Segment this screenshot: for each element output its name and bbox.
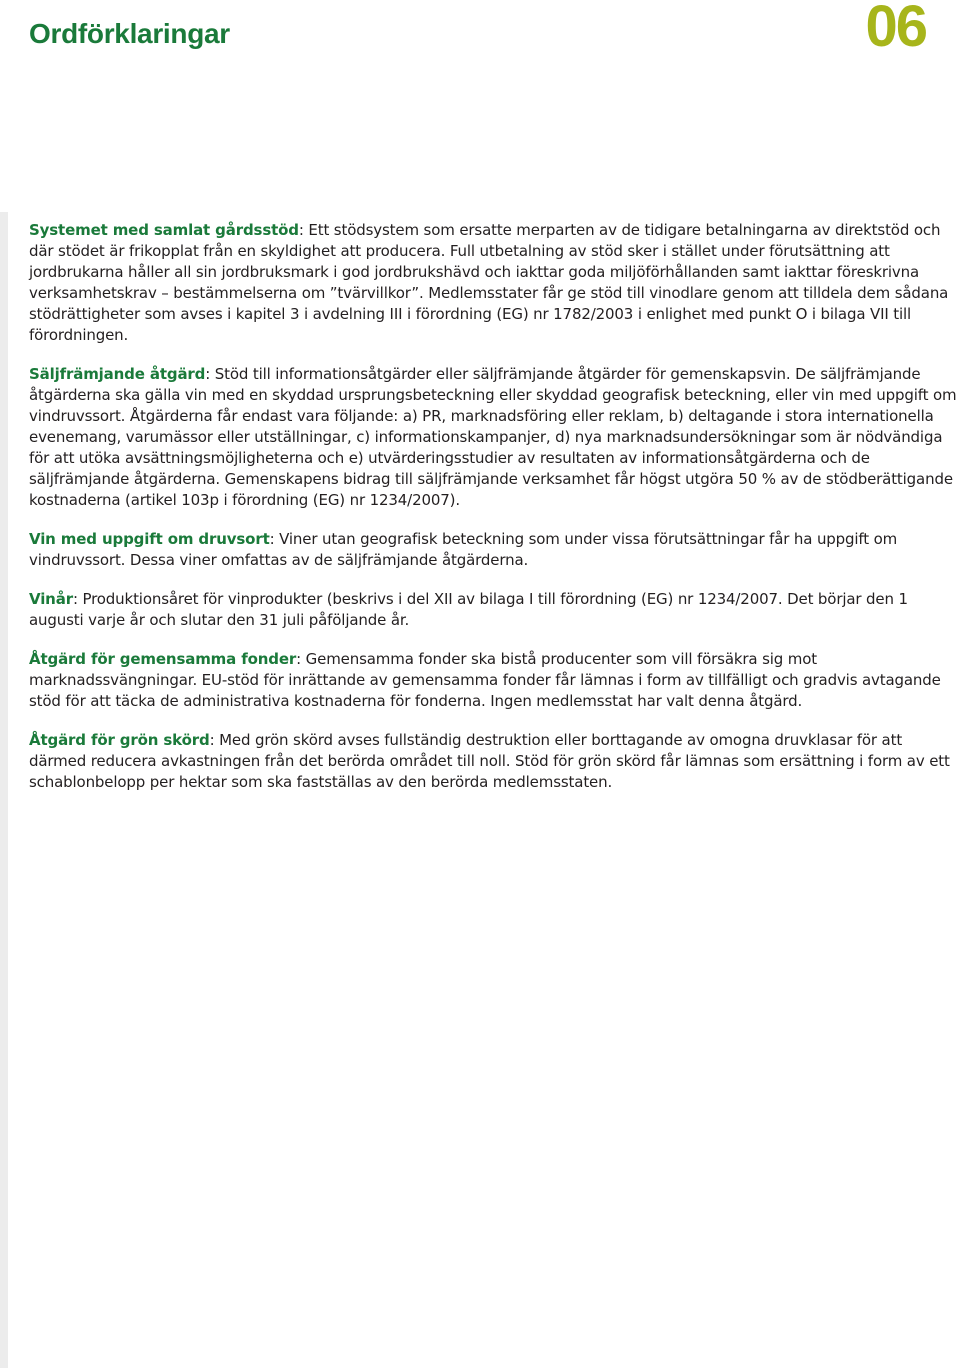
definition-promotion-measure xyxy=(29,364,959,511)
left-margin-rule xyxy=(0,212,8,1368)
definition-mutual-funds-measure xyxy=(29,649,959,712)
definition-term: Systemet med samlat gårdsstöd xyxy=(29,221,299,239)
definition-term: Åtgärd för gemensamma fonder xyxy=(29,650,297,668)
definitions-list xyxy=(29,220,959,811)
definition-text: : Stöd till informationsåtgärder eller säljfrämjande åtgärder för gemenskapsvin. De säljfrämjande åtgärderna ska gälla vin med en skyddad ursprungsbeteckning eller skyddad geografisk beteckning, eller vin med uppgift om vindruvssort. Åtgärderna får endast vara följande: a) PR, marknadsföring eller reklam, b) deltagande i stora internationella evenemang, varumässor eller utställningar, c) informationskampanjer, d) nya marknadsundersökningar som är nödvändiga för att utöka avsättningsmöjligheterna och e) utvärderingsstudier av resultaten av informationsåtgärderna och de säljfrämjande åtgärderna. Gemenskapens bidrag till säljfrämjande verksamhet får högst utgöra 50 % av de stödberättigande kostnaderna (artikel 103p i förordning (EG) nr 1234/2007). xyxy=(29,365,957,509)
page-title: Ordförklaringar xyxy=(29,18,230,49)
definition-text: : Viner utan geografisk beteckning som under vissa förutsättningar får ha uppgift om vindruvssort. Dessa viner omfattas av de säljfrämjande åtgärderna. xyxy=(29,530,898,569)
definition-term: Vinår xyxy=(29,590,73,608)
definition-term: Vin med uppgift om druvsort xyxy=(29,530,270,548)
definition-green-harvesting xyxy=(29,730,959,793)
definition-single-payment-scheme xyxy=(29,220,959,346)
chapter-number: 06 xyxy=(865,0,926,59)
definition-text: : Med grön skörd avses fullständig destruktion eller borttagande av omogna druvklasar för att därmed reducera avkastningen från det berörda området till noll. Stöd för grön skörd får lämnas som ersättning i form av ett schablonbelopp per hektar som ska fastställas av den berörda medlemsstaten. xyxy=(29,731,950,791)
definition-text: : Gemensamma fonder ska bistå producenter som vill försäkra sig mot marknadssvängningar. EU-stöd för inrättande av gemensamma fonder får lämnas i form av tillfälligt och gradvis avtagande stöd för att täcka de administrativa kostnaderna för fonderna. Ingen medlemsstat har valt denna åtgärd. xyxy=(29,650,941,710)
definition-text: : Ett stödsystem som ersatte merparten av de tidigare betalningarna av direktstöd och där stödet är frikopplat från en skyldighet att producera. Full utbetalning av stöd sker i stället under förutsättning att jordbrukarna håller all sin jordbruksmark i god jordbrukshävd och iakttar goda miljöförhållanden samt iakttar föreskrivna verksamhetskrav – bestämmelserna om ”tvärvillkor”. Medlemsstater får ge stöd till vinodlare genom att tilldela dem sådana stödrättigheter som avses i kapitel 3 i avdelning III i förordning (EG) nr 1782/2003 i enlighet med punkt O i bilaga VII till förordningen. xyxy=(29,221,949,344)
definition-term: Säljfrämjande åtgärd xyxy=(29,365,206,383)
definition-text: : Produktionsåret för vinprodukter (beskrivs i del XII av bilaga I till förordning (EG) nr 1234/2007. Det börjar den 1 augusti varje år och slutar den 31 juli påföljande år. xyxy=(29,590,908,629)
definition-wine-year xyxy=(29,589,959,631)
definition-varietal-wine xyxy=(29,529,959,571)
definition-term: Åtgärd för grön skörd xyxy=(29,731,210,749)
